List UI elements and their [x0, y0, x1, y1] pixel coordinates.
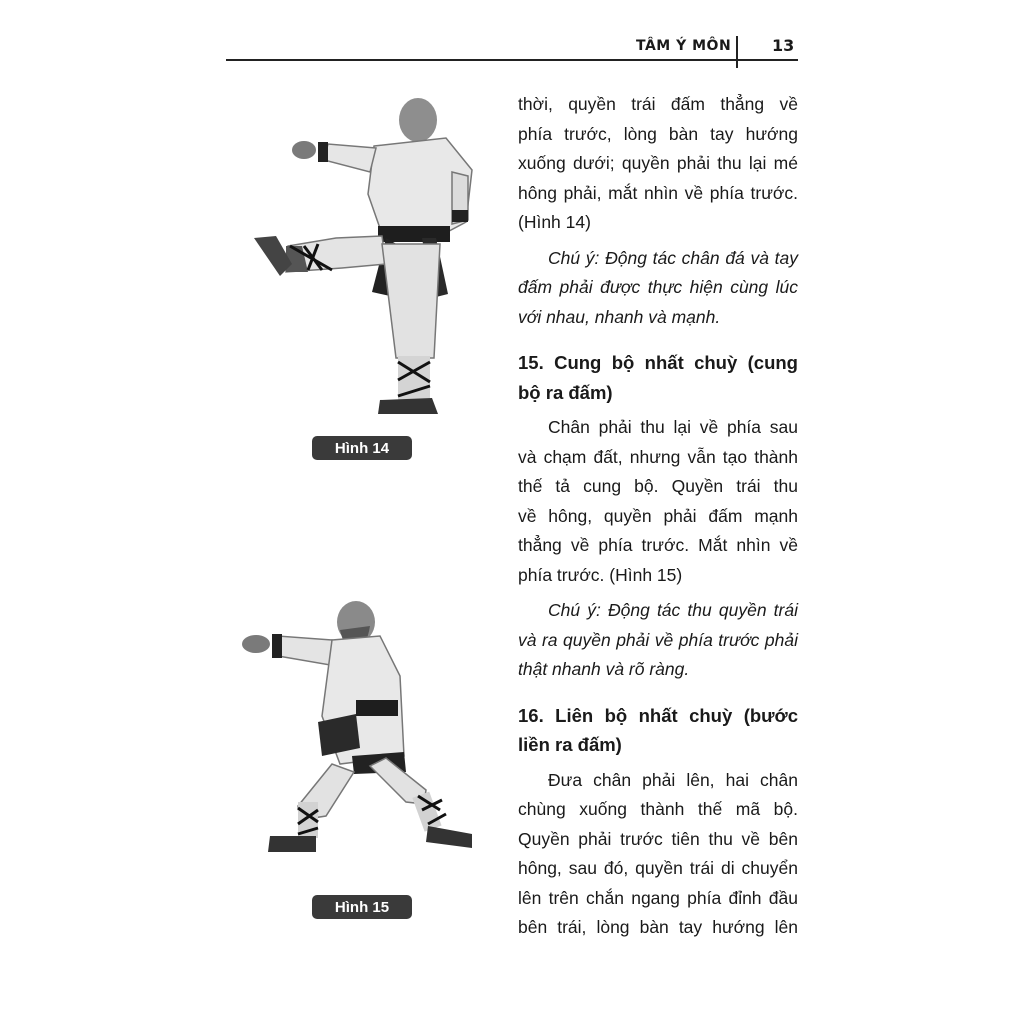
text-line: chùng xuống thành thế mã bộ. [518, 799, 798, 819]
text-line: (Hình 14) [518, 212, 591, 232]
text-line: thật nhanh và rõ ràng. [518, 659, 690, 679]
paragraph-16 [518, 766, 798, 943]
text-line: thẳng về phía trước. Mắt nhìn về [518, 535, 798, 555]
text-line: và chạm đất, nhưng vẫn tạo thành [518, 446, 798, 467]
header-separator [736, 36, 738, 68]
note-paragraph [518, 244, 798, 333]
text-line: với nhau, nhanh và mạnh. [518, 306, 721, 327]
figure-14-photo [246, 96, 478, 420]
book-title: TÂM Ý MÔN [636, 38, 732, 54]
text-line: xuống dưới; quyền phải thu lại mé [518, 153, 798, 173]
text-line: bên trái, lòng bàn tay hướng lên [518, 917, 798, 937]
text-line: và ra quyền phải về phía trước phải [518, 629, 798, 650]
page-number: 13 [772, 36, 795, 55]
paragraph-15 [518, 413, 798, 590]
heading-line: 16. Liên bộ nhất chuỳ (bước [518, 704, 798, 726]
text-line: phía trước, lòng bàn tay hướng [518, 123, 798, 144]
text-line: Quyền phải trước tiên thu về bên [518, 828, 798, 849]
text-line: về hông, quyền phải đấm mạnh [518, 505, 798, 526]
figure-14-caption: Hình 14 [312, 436, 412, 460]
text-line: đấm phải được thực hiện cùng lúc [518, 277, 798, 297]
text-line: lên trên chắn ngang phía đỉnh đầu [518, 887, 798, 908]
heading-line: 15. Cung bộ nhất chuỳ (cung [518, 352, 798, 373]
text-line: hông, sau đó, quyền trái di chuyển [518, 858, 798, 878]
figure-15-photo [236, 596, 476, 862]
text-line: Chân phải thu lại về phía sau [548, 417, 798, 437]
note-paragraph [518, 596, 798, 685]
figure-15-caption: Hình 15 [312, 895, 412, 919]
body-text-column [518, 90, 798, 943]
text-line: Chú ý: Động tác chân đá và tay [548, 247, 798, 268]
text-line: hông phải, mắt nhìn về phía trước. [518, 182, 798, 203]
section-heading-16 [518, 701, 798, 760]
heading-line: bộ ra đấm) [518, 381, 613, 403]
text-line: thời, quyền trái đấm thẳng về [518, 94, 798, 114]
section-heading-15 [518, 348, 798, 407]
paragraph-continuation [518, 90, 798, 238]
header-rule [226, 59, 798, 61]
heading-line: liền ra đấm) [518, 734, 622, 755]
text-line: phía trước. (Hình 15) [518, 564, 683, 585]
text-line: thế tả cung bộ. Quyền trái thu [518, 476, 798, 496]
text-line: Đưa chân phải lên, hai chân [548, 769, 798, 790]
text-line: Chú ý: Động tác thu quyền trái [548, 600, 798, 620]
